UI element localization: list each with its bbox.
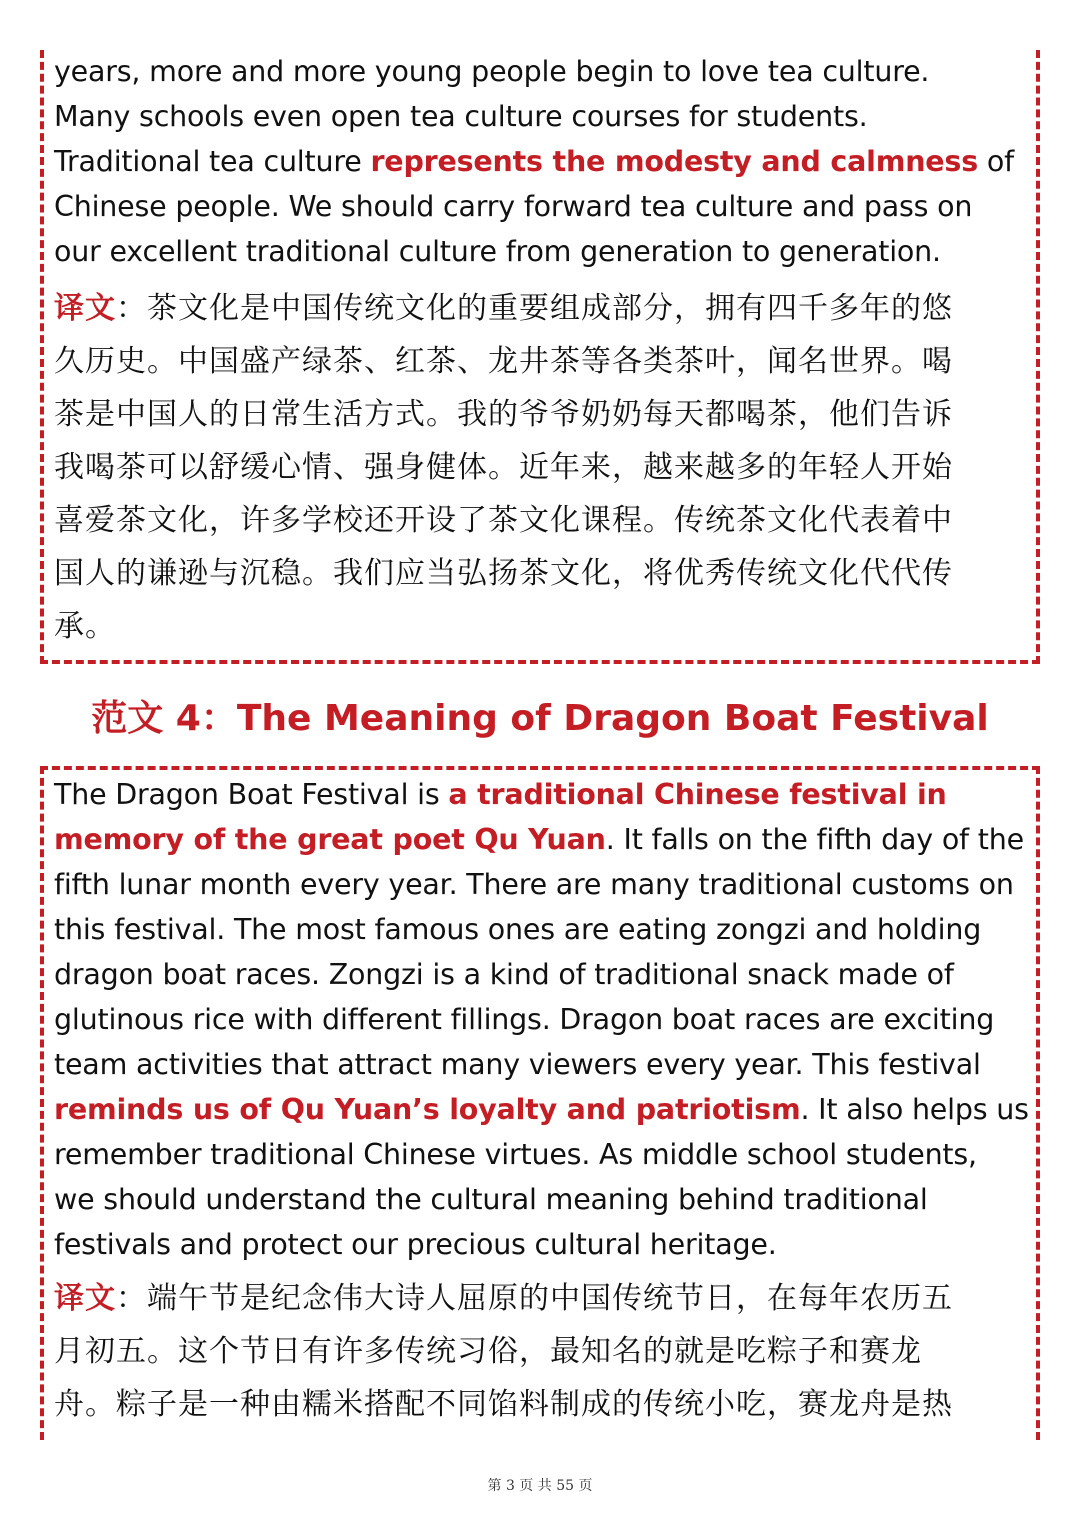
essay-3-box bbox=[40, 50, 1040, 664]
text-line: this festival. The most famous ones are eating zongzi and holding bbox=[54, 913, 982, 946]
essay-4-english-text bbox=[54, 772, 1029, 1267]
essay-4-box bbox=[40, 766, 1040, 1440]
text-line: glutinous rice with different fillings. Dragon boat races are exciting bbox=[54, 1003, 995, 1036]
text-line: Many schools even open tea culture courses for students. bbox=[54, 100, 868, 133]
text-line: 国人的谦逊与沉稳。我们应当弘扬茶文化，将优秀传统文化代代传 bbox=[54, 556, 953, 591]
text-line: The Dragon Boat Festival is a traditional Chinese festival in bbox=[54, 778, 947, 811]
text-line: team activities that attract many viewers every year. This festival bbox=[54, 1048, 981, 1081]
text-line: 我喝茶可以舒缓心情、强身健体。近年来，越来越多的年轻人开始 bbox=[54, 450, 953, 485]
essay-3-english-text bbox=[54, 49, 1026, 274]
text-line: Chinese people. We should carry forward tea culture and pass on bbox=[54, 190, 973, 223]
text-line: years, more and more young people begin to love tea culture. bbox=[54, 55, 930, 88]
text-line: 月初五。这个节日有许多传统习俗，最知名的就是吃粽子和赛龙 bbox=[54, 1334, 922, 1369]
text-line: fifth lunar month every year. There are many traditional customs on bbox=[54, 868, 1014, 901]
text-line: reminds us of Qu Yuan’s loyalty and patriotism. It also helps us bbox=[54, 1093, 1029, 1126]
text-line: 承。 bbox=[54, 609, 116, 644]
text-line: remember traditional Chinese virtues. As middle school students, bbox=[54, 1138, 977, 1171]
essay-4-translation bbox=[54, 1272, 1028, 1431]
essay-3-translation bbox=[54, 282, 1028, 653]
text-line: 译文：茶文化是中国传统文化的重要组成部分，拥有四千多年的悠 bbox=[54, 291, 953, 326]
highlight-phrase: a traditional Chinese festival in bbox=[448, 778, 947, 811]
text-line: dragon boat races. Zongzi is a kind of traditional snack made of bbox=[54, 958, 954, 991]
highlight-phrase: memory of the great poet Qu Yuan bbox=[54, 823, 606, 856]
translation-label: 译文 bbox=[54, 1281, 116, 1316]
essay-4-heading: 范文 4：The Meaning of Dragon Boat Festival bbox=[91, 698, 989, 739]
translation-label: 译文 bbox=[54, 291, 116, 326]
text-line: festivals and protect our precious cultural heritage. bbox=[54, 1228, 777, 1261]
text-line: Traditional tea culture represents the modesty and calmness of bbox=[54, 145, 1014, 178]
text-line: 喜爱茶文化，许多学校还开设了茶文化课程。传统茶文化代表着中 bbox=[54, 503, 953, 538]
text-line: 译文：端午节是纪念伟大诗人屈原的中国传统节日，在每年农历五 bbox=[54, 1281, 953, 1316]
text-line: memory of the great poet Qu Yuan. It falls on the fifth day of the bbox=[54, 823, 1024, 856]
page-number-footer: 第 3 页 共 55 页 bbox=[487, 1478, 593, 1494]
text-line: 茶是中国人的日常生活方式。我的爷爷奶奶每天都喝茶，他们告诉 bbox=[54, 397, 953, 432]
text-line: 久历史。中国盛产绿茶、红茶、龙井茶等各类茶叶，闻名世界。喝 bbox=[54, 344, 953, 379]
highlight-phrase: represents the modesty and calmness bbox=[370, 145, 978, 178]
text-line: we should understand the cultural meaning behind traditional bbox=[54, 1183, 928, 1216]
text-line: 舟。粽子是一种由糯米搭配不同馅料制成的传统小吃，赛龙舟是热 bbox=[54, 1387, 953, 1422]
highlight-phrase: reminds us of Qu Yuan’s loyalty and patriotism bbox=[54, 1093, 801, 1126]
text-line: our excellent traditional culture from generation to generation. bbox=[54, 235, 941, 268]
